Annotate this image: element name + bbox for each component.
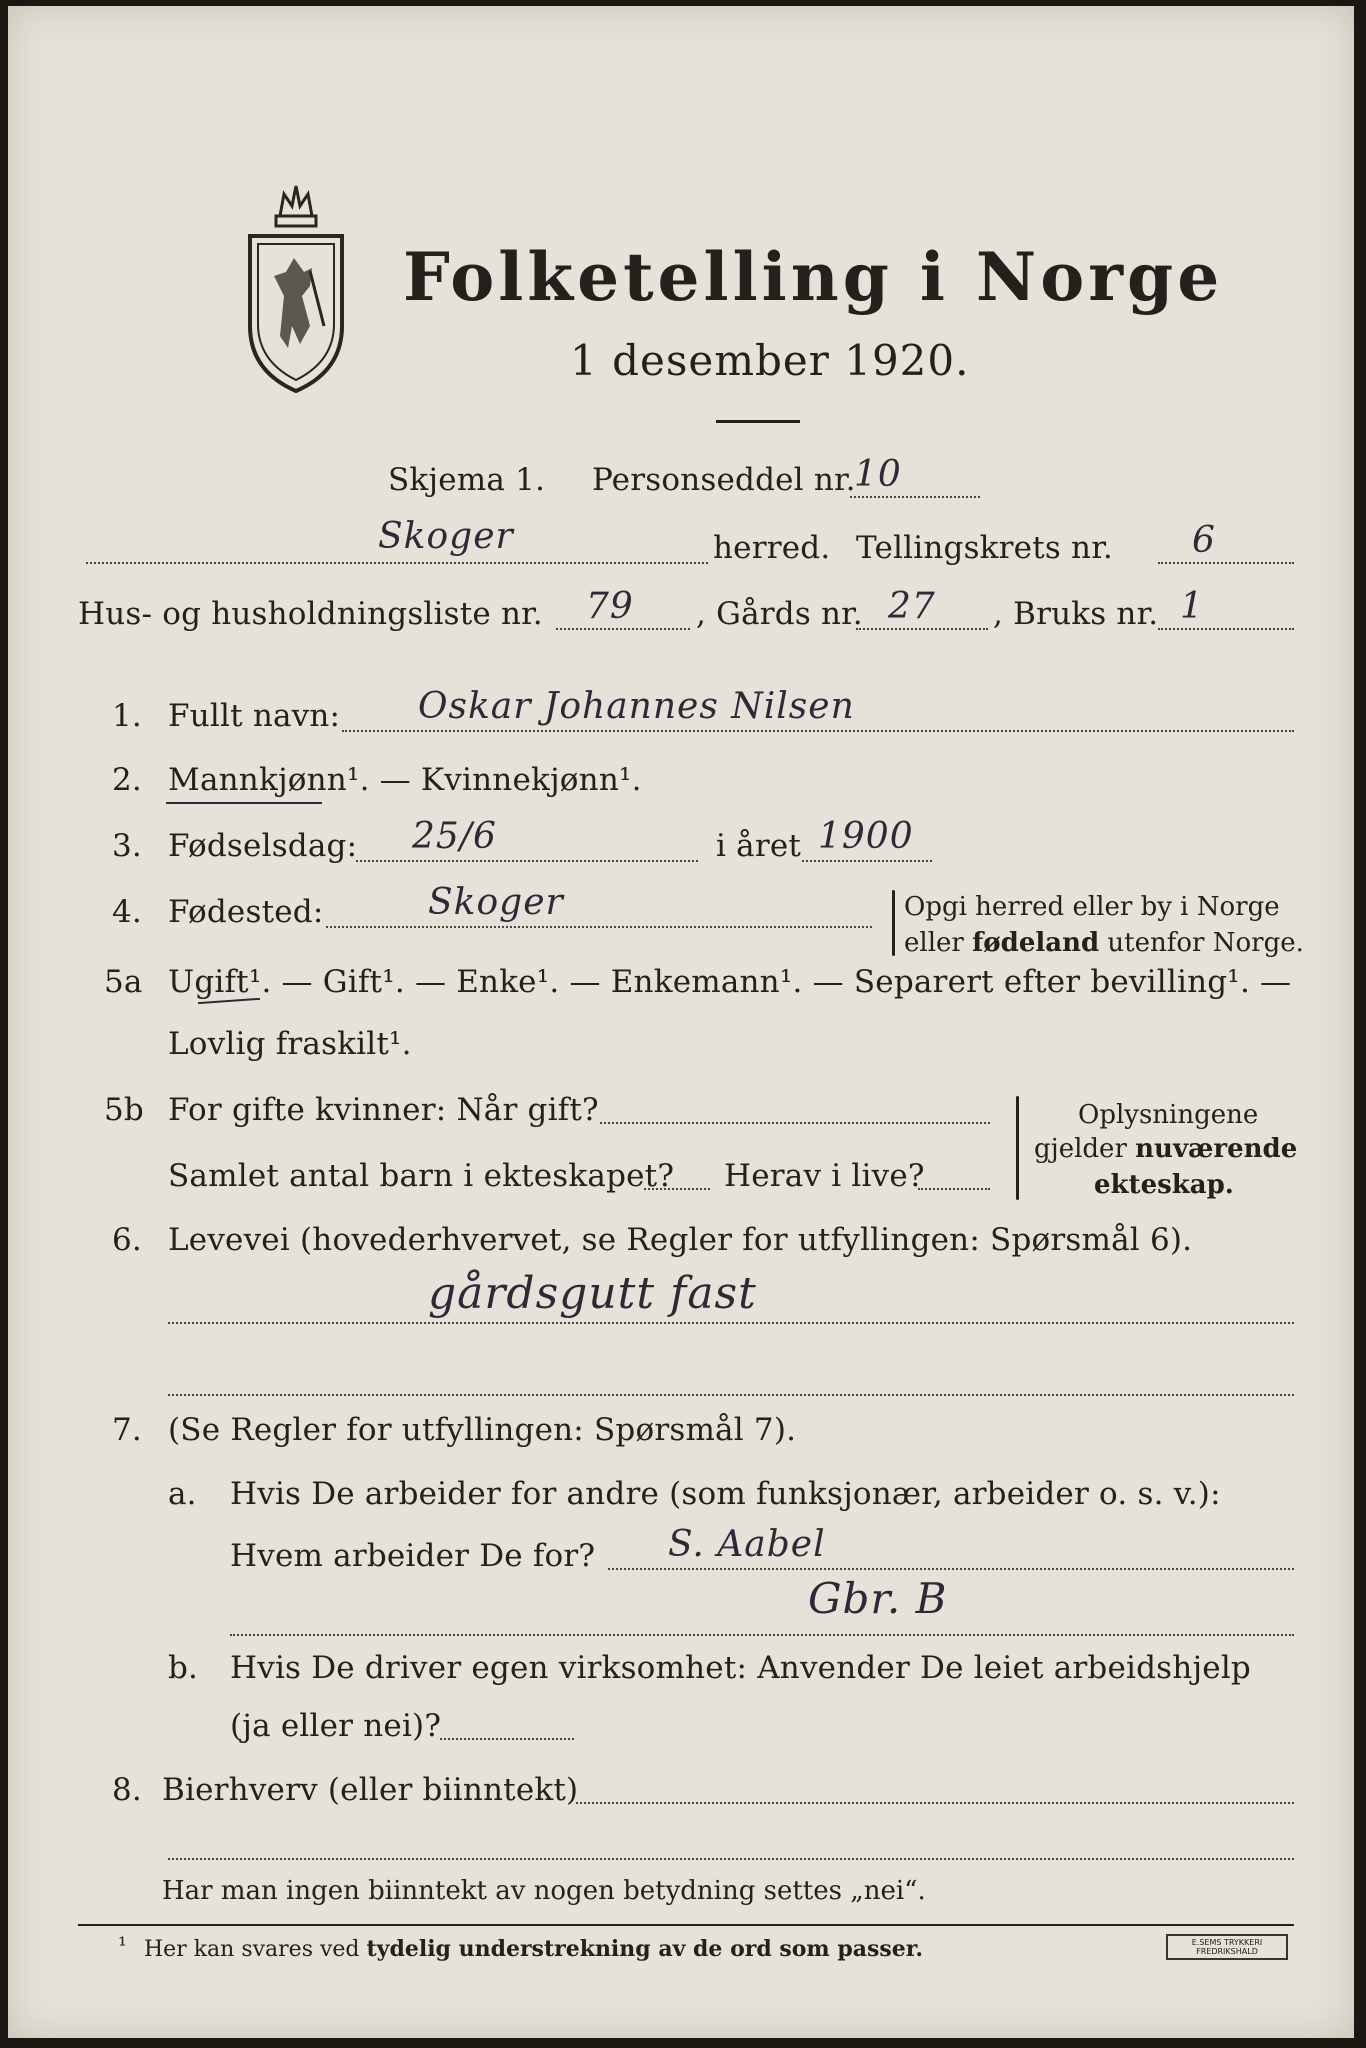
q7-label: (Se Regler for utfyllingen: Spørsmål 7).: [168, 1412, 797, 1448]
q5b-line-2b: Herav i live?: [724, 1158, 925, 1194]
q7a-line-2: Hvem arbeider De for?: [230, 1538, 596, 1574]
q1-number: 1.: [112, 698, 142, 734]
q7a-employer: S. Aabel: [668, 1524, 826, 1565]
q5b-note-3: ekteskap.: [1094, 1170, 1234, 1200]
printer-stamp: E.SEMS TRYKKERI FREDRIKSHALD: [1166, 1934, 1288, 1960]
q5b-note-1: Oplysningene: [1078, 1100, 1259, 1130]
q3-birthday: 25/6: [412, 816, 497, 857]
q4-label: Fødested:: [168, 894, 324, 930]
q7a-line-1: Hvis De arbeider for andre (som funksjonær, arbeider o. s. v.):: [230, 1476, 1221, 1512]
tellingskrets-value: 6: [1192, 520, 1216, 561]
footer-note: Har man ingen biinntekt av nogen betydning settes „nei“.: [162, 1876, 926, 1906]
footer-divider: [78, 1924, 1294, 1926]
q5a-line-1: Ugift¹. — Gift¹. — Enke¹. — Enkemann¹. — Separert efter bevilling¹. —: [168, 964, 1292, 1000]
q4-note-1: Opgi herred eller by i Norge: [904, 892, 1280, 922]
q8-number: 8.: [112, 1772, 142, 1808]
q4-birthplace: Skoger: [428, 882, 564, 923]
q5a-line-2: Lovlig fraskilt¹.: [168, 1026, 412, 1062]
census-form: [8, 6, 1354, 2038]
q6-occupation: gårdsgutt fast: [428, 1268, 757, 1319]
q7b-line-1: Hvis De driver egen virksomhet: Anvender De leiet arbeidshjelp: [230, 1650, 1251, 1686]
q2-number: 2.: [112, 762, 142, 798]
q7-number: 7.: [112, 1412, 142, 1448]
q3-number: 3.: [112, 828, 142, 864]
q5b-line-1: For gifte kvinner: Når gift?: [168, 1092, 599, 1128]
q4-brace: [892, 890, 895, 956]
q8-label: Bierhverv (eller biinntekt): [162, 1772, 579, 1808]
gender-underline: [166, 802, 322, 804]
q5b-line-2a: Samlet antal barn i ekteskapet?: [168, 1158, 675, 1194]
q1-label: Fullt navn:: [168, 698, 341, 734]
q3-year: 1900: [818, 816, 914, 857]
q7a-note: Gbr. B: [808, 1574, 948, 1623]
q5a-number: 5a: [104, 964, 143, 1000]
q5b-note-2: gjelder nuværende: [1034, 1134, 1298, 1164]
coat-of-arms-icon: [240, 176, 352, 396]
bruks-label: , Bruks nr.: [993, 596, 1159, 632]
title-divider: [716, 420, 800, 423]
q6-number: 6.: [112, 1222, 142, 1258]
footnote-text: Her kan svares ved tydelig understrekning av de ord som passer.: [144, 1936, 924, 1962]
q3-label: Fødselsdag:: [168, 828, 358, 864]
q4-note-2: eller fødeland utenfor Norge.: [904, 928, 1304, 958]
bruks-value: 1: [1180, 586, 1204, 627]
footnote-number: ¹: [118, 1934, 127, 1959]
q6-label: Levevei (hovederhvervet, se Regler for utfyllingen: Spørsmål 6).: [168, 1222, 1193, 1258]
form-title: Folketelling i Norge: [403, 238, 1224, 316]
herred-value: Skoger: [378, 516, 514, 557]
q2-gender: Mannkjønn¹. — Kvinnekjønn¹.: [168, 762, 642, 798]
personseddel-value: 10: [854, 454, 902, 495]
schema-label: Skjema 1.: [388, 462, 546, 498]
gards-value: 27: [888, 586, 936, 627]
form-date: 1 desember 1920.: [570, 336, 970, 385]
personseddel-label: Personseddel nr.: [592, 462, 856, 498]
herred-label: herred.: [713, 530, 831, 566]
tellingskrets-label: Tellingskrets nr.: [856, 530, 1113, 566]
q7b-line-2: (ja eller nei)?: [230, 1708, 442, 1744]
hus-value: 79: [586, 586, 634, 627]
hus-label: Hus- og husholdningsliste nr.: [78, 596, 543, 632]
q7a-number: a.: [168, 1476, 197, 1512]
q5b-number: 5b: [104, 1092, 144, 1128]
q1-full-name: Oskar Johannes Nilsen: [418, 686, 855, 727]
q5b-brace: [1016, 1096, 1019, 1200]
q4-number: 4.: [112, 894, 142, 930]
q7b-number: b.: [168, 1650, 199, 1686]
q3-year-label: i året: [716, 828, 802, 864]
gards-label: , Gårds nr.: [696, 596, 863, 632]
